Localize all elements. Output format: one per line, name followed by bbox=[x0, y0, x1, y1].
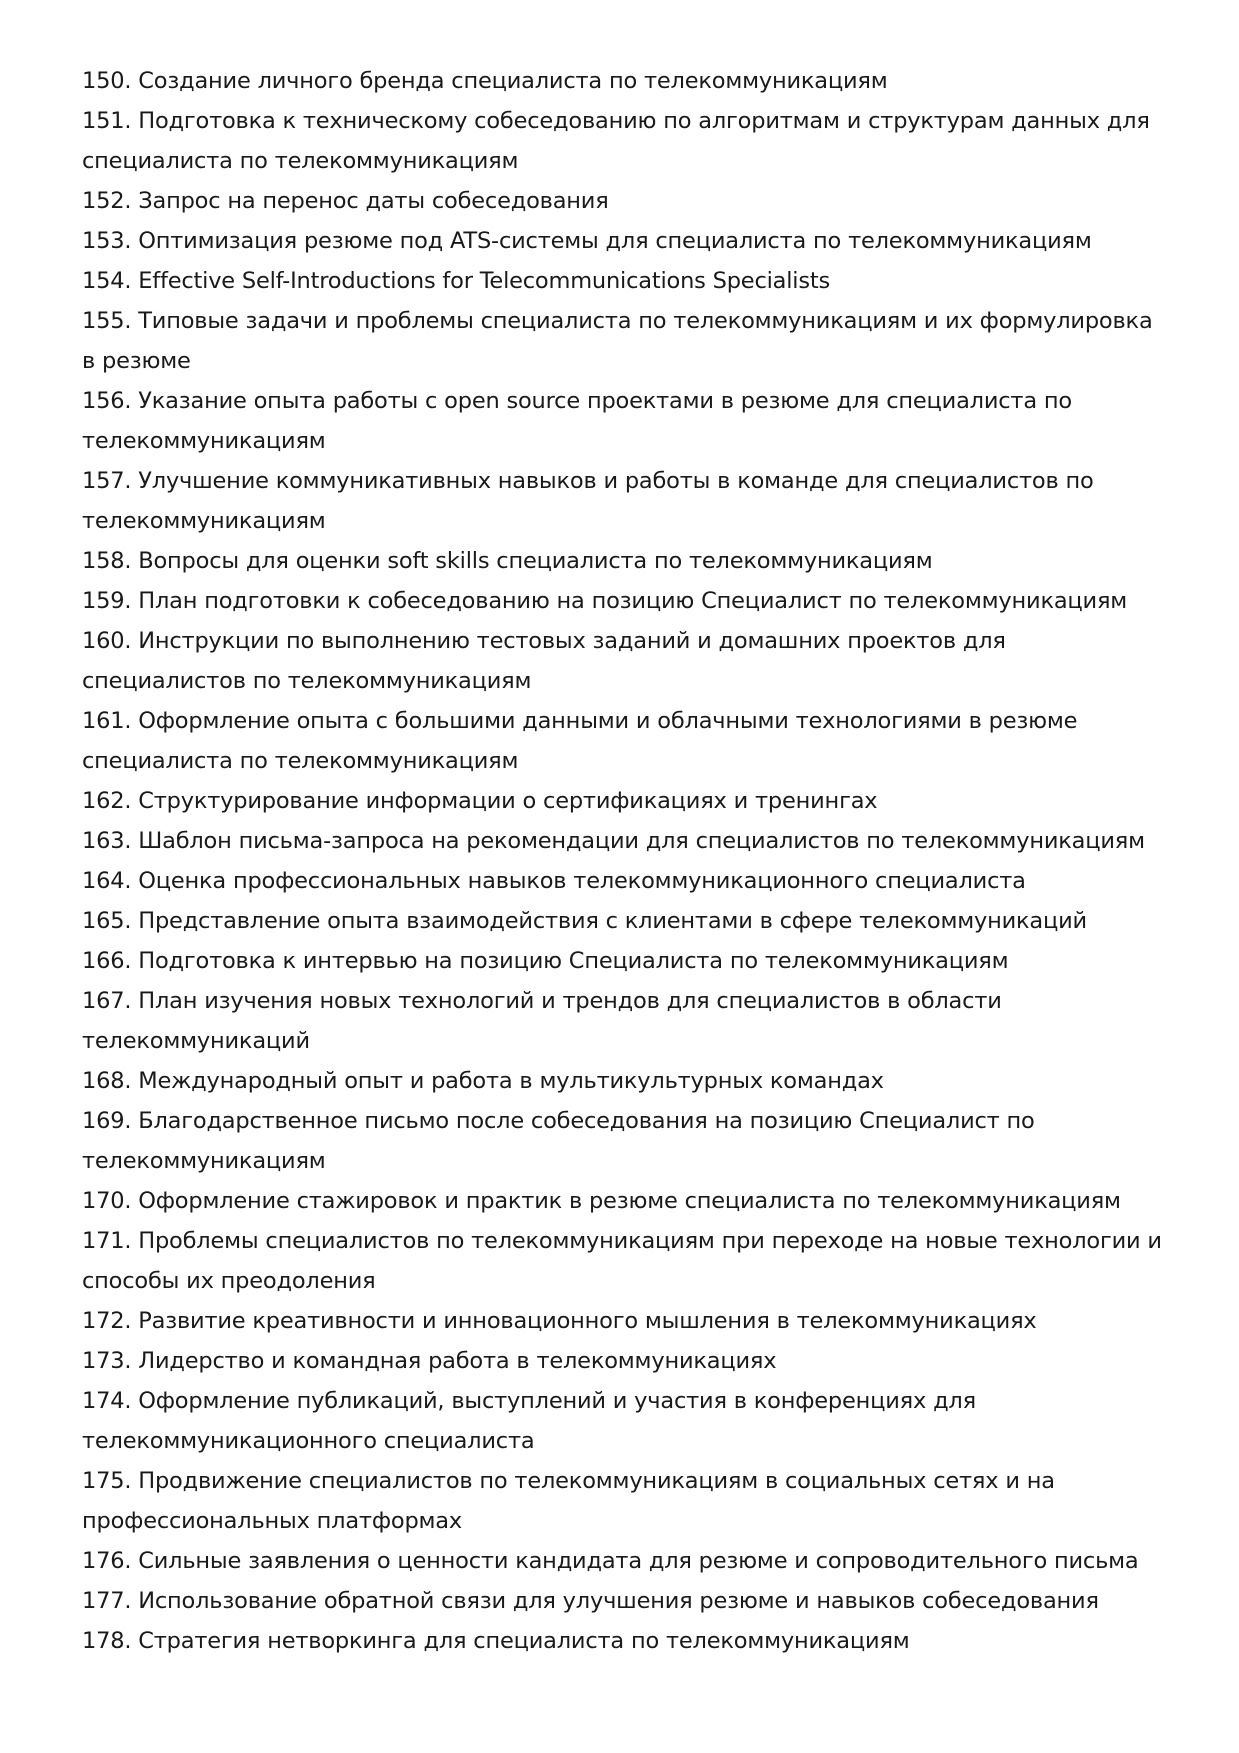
list-item: 166. Подготовка к интервью на позицию Специалиста по телекоммуникациям bbox=[82, 948, 1009, 974]
list-item: 158. Вопросы для оценки soft skills специалиста по телекоммуникациям bbox=[82, 548, 933, 574]
list-item: 178. Стратегия нетворкинга для специалиста по телекоммуникациям bbox=[82, 1628, 910, 1654]
list-item: 154. Effective Self-Introductions for Telecommunications Specialists bbox=[82, 268, 831, 294]
list-item: 153. Оптимизация резюме под ATS-системы для специалиста по телекоммуникациям bbox=[82, 228, 1092, 254]
list-item: 164. Оценка профессиональных навыков телекоммуникационного специалиста bbox=[82, 868, 1026, 894]
list-item: 155. Типовые задачи и проблемы специалиста по телекоммуникациям и их формулировка в резюме bbox=[82, 308, 1153, 374]
list-item: 177. Использование обратной связи для улучшения резюме и навыков собеседования bbox=[82, 1588, 1099, 1614]
list-item: 159. План подготовки к собеседованию на позицию Специалист по телекоммуникациям bbox=[82, 588, 1128, 614]
list-item: 174. Оформление публикаций, выступлений и участия в конференциях для телекоммуникационного специалиста bbox=[82, 1388, 976, 1454]
list-item: 165. Представление опыта взаимодействия с клиентами в сфере телекоммуникаций bbox=[82, 908, 1087, 934]
list-item: 170. Оформление стажировок и практик в резюме специалиста по телекоммуникациям bbox=[82, 1188, 1121, 1214]
list-item: 160. Инструкции по выполнению тестовых заданий и домашних проектов для специалистов по телекоммуникациям bbox=[82, 628, 1006, 694]
list-item: 163. Шаблон письма-запроса на рекомендации для специалистов по телекоммуникациям bbox=[82, 828, 1145, 854]
list-item: 151. Подготовка к техническому собеседованию по алгоритмам и структурам данных для специалиста по телекоммуникациям bbox=[82, 108, 1150, 174]
list-item: 161. Оформление опыта с большими данными и облачными технологиями в резюме специалиста по телекоммуникациям bbox=[82, 708, 1078, 774]
list-item: 172. Развитие креативности и инновационного мышления в телекоммуникациях bbox=[82, 1308, 1037, 1334]
list-item: 152. Запрос на перенос даты собеседования bbox=[82, 188, 609, 214]
list-item: 173. Лидерство и командная работа в телекоммуникациях bbox=[82, 1348, 777, 1374]
list-item: 167. План изучения новых технологий и трендов для специалистов в области телекоммуникаций bbox=[82, 988, 1002, 1054]
list-item: 176. Сильные заявления о ценности кандидата для резюме и сопроводительного письма bbox=[82, 1548, 1139, 1574]
list-item: 169. Благодарственное письмо после собеседования на позицию Специалист по телекоммуникациям bbox=[82, 1108, 1035, 1174]
list-item: 150. Создание личного бренда специалиста по телекоммуникациям bbox=[82, 68, 888, 94]
list-item: 171. Проблемы специалистов по телекоммуникациям при переходе на новые технологии и способы их преодоления bbox=[82, 1228, 1162, 1294]
list-item: 168. Международный опыт и работа в мультикультурных командах bbox=[82, 1068, 884, 1094]
list-item: 156. Указание опыта работы с open source проектами в резюме для специалиста по телекоммуникациям bbox=[82, 388, 1072, 454]
list-item: 157. Улучшение коммуникативных навыков и работы в команде для специалистов по телекоммуникациям bbox=[82, 468, 1094, 534]
topic-list bbox=[82, 61, 1172, 1661]
list-item: 162. Структурирование информации о сертификациях и тренингах bbox=[82, 788, 878, 814]
list-item: 175. Продвижение специалистов по телекоммуникациям в социальных сетях и на профессиональных платформах bbox=[82, 1468, 1055, 1534]
